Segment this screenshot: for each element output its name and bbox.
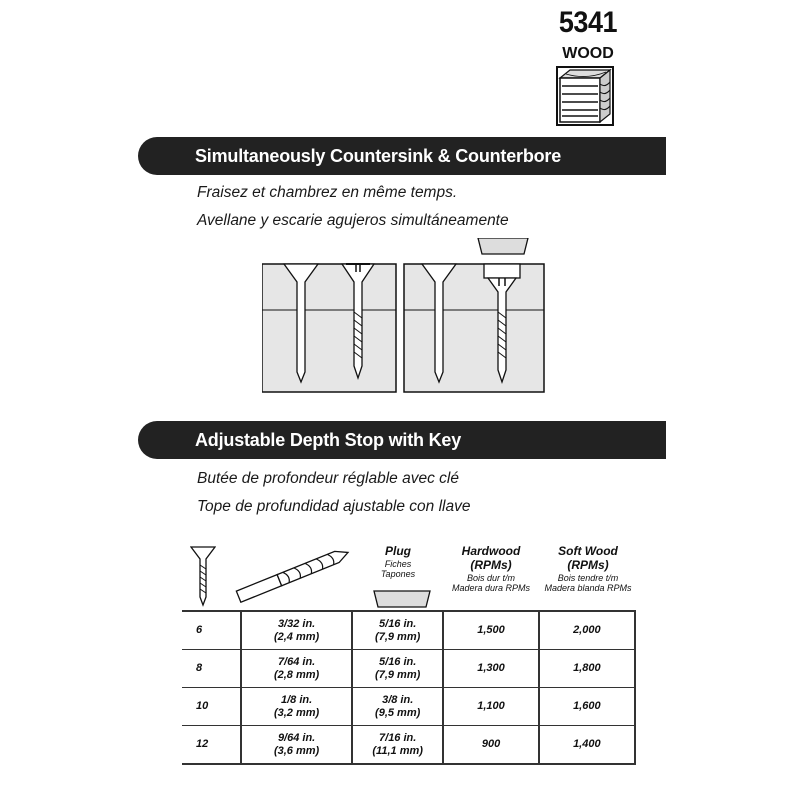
drill-size-cell: [241, 726, 352, 765]
material-label: WOOD: [562, 45, 614, 62]
screw-size-cell: 8: [182, 650, 241, 688]
table-row: [182, 611, 635, 650]
subtitle-spanish-countersink: Avellane y escarie agujeros simultáneamente: [197, 212, 509, 229]
plug-size-cell: [352, 650, 443, 688]
drill-size-inches: 3/32 in.: [277, 617, 316, 630]
hardwood-column-header: [446, 545, 536, 593]
softwood-header-rpm: (RPMs): [567, 557, 609, 572]
softwood-header-spanish: Madera blanda RPMs: [544, 582, 632, 593]
screw-size-cell: 12: [182, 726, 241, 765]
subtitle-french-depth-stop: Butée de profondeur réglable avec clé: [197, 470, 459, 487]
drill-size-cell: [241, 611, 352, 650]
softwood-rpm-cell: 1,600: [539, 688, 635, 726]
drill-size-cell: [241, 650, 352, 688]
plug-size-cell: [352, 688, 443, 726]
plug-header-spanish: Tapones: [380, 569, 416, 580]
table-row: [182, 726, 635, 765]
softwood-column-header: [538, 545, 638, 593]
plug-size-mm: (9,5 mm): [375, 706, 421, 719]
table-row: [182, 650, 635, 688]
plug-column-header: [366, 545, 430, 579]
subtitle-spanish-depth-stop: Tope de profundidad ajustable con llave: [197, 498, 471, 515]
plug-size-inches: 3/8 in.: [382, 693, 414, 706]
hardwood-header-rpm: (RPMs): [470, 557, 512, 572]
softwood-rpm-cell: 1,800: [539, 650, 635, 688]
table-row: [182, 688, 635, 726]
subtitle-french-countersink: Fraisez et chambrez en même temps.: [197, 184, 458, 201]
softwood-header-label: Soft Wood: [558, 544, 618, 558]
hardwood-rpm-cell: 1,500: [443, 611, 538, 650]
plug-header-french: Fiches: [384, 558, 412, 569]
drill-size-cell: [241, 688, 352, 726]
hardwood-header-label: Hardwood: [461, 544, 521, 558]
screw-size-cell: 6: [182, 611, 241, 650]
drill-size-inches: 1/8 in.: [281, 693, 313, 706]
drill-size-mm: (2,4 mm): [273, 630, 320, 643]
softwood-rpm-cell: 1,400: [539, 726, 635, 765]
drill-size-mm: (3,2 mm): [273, 706, 320, 719]
plug-size-inches: 5/16 in.: [379, 617, 417, 630]
plug-size-inches: 7/16 in.: [379, 731, 417, 744]
wood-grain-icon: [556, 66, 614, 126]
hardwood-header-french: Bois dur t/m: [466, 572, 515, 583]
plug-size-cell: [352, 611, 443, 650]
hardwood-rpm-cell: 1,100: [443, 688, 538, 726]
drill-speed-table: [182, 610, 636, 765]
plug-header-label: Plug: [385, 544, 411, 558]
drill-size-inches: 7/64 in.: [277, 655, 316, 668]
drill-size-mm: (2,8 mm): [273, 668, 320, 681]
softwood-header-french: Bois tendre t/m: [557, 572, 619, 583]
screw-icon: [190, 545, 216, 607]
plug-size-mm: (11,1 mm): [372, 744, 423, 757]
drill-size-inches: 9/64 in.: [277, 731, 316, 744]
drill-bit-icon: [228, 545, 356, 603]
model-number: 5341: [558, 6, 618, 39]
drill-size-mm: (3,6 mm): [273, 744, 320, 757]
countersink-counterbore-diagram: [262, 238, 552, 398]
section-banner-depth-stop: Adjustable Depth Stop with Key: [138, 421, 666, 459]
softwood-rpm-cell: 2,000: [539, 611, 635, 650]
section-banner-countersink: Simultaneously Countersink & Counterbore: [138, 137, 666, 175]
hardwood-rpm-cell: 1,300: [443, 650, 538, 688]
plug-size-cell: [352, 726, 443, 765]
plug-size-mm: (7,9 mm): [375, 668, 421, 681]
plug-size-inches: 5/16 in.: [379, 655, 417, 668]
screw-size-cell: 10: [182, 688, 241, 726]
plug-size-mm: (7,9 mm): [375, 630, 421, 643]
hardwood-rpm-cell: 900: [443, 726, 538, 765]
hardwood-header-spanish: Madera dura RPMs: [451, 582, 531, 593]
plug-icon: [373, 590, 431, 608]
